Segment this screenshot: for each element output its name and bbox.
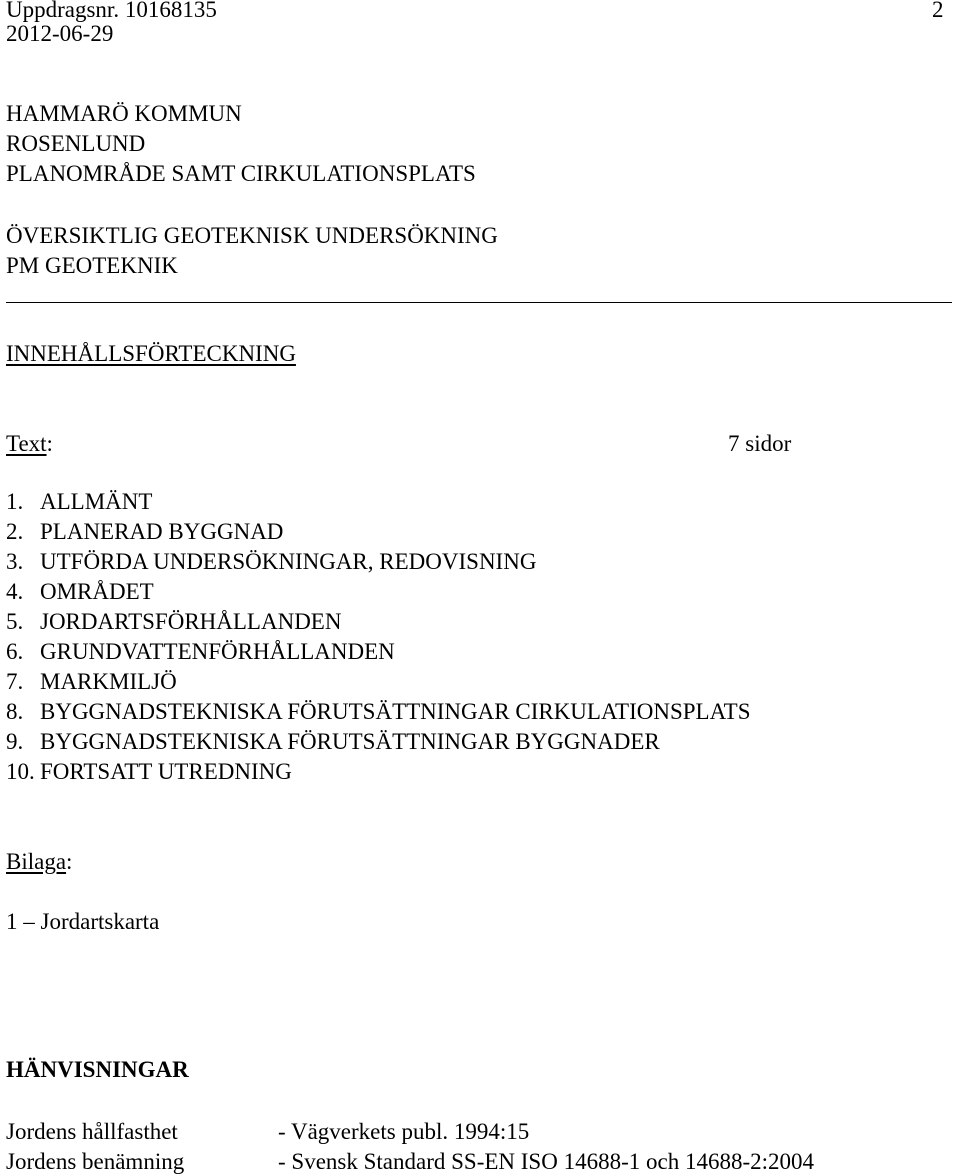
toc-item-number: 1. — [6, 489, 24, 514]
toc-item — [6, 610, 341, 633]
place-title: ROSENLUND — [6, 131, 146, 156]
horizontal-rule — [6, 302, 952, 303]
toc-item-label: BYGGNADSTEKNISKA FÖRUTSÄTTNINGAR BYGGNADER — [40, 729, 660, 754]
toc-item-label: BYGGNADSTEKNISKA FÖRUTSÄTTNINGAR CIRKULATIONSPLATS — [40, 699, 751, 724]
municipality-title: HAMMARÖ KOMMUN — [6, 101, 242, 126]
toc-item-label: OMRÅDET — [40, 579, 154, 604]
toc-item-label: PLANERAD BYGGNAD — [40, 519, 284, 544]
appendix-label-row — [6, 850, 72, 873]
doc-type-title: PM GEOTEKNIK — [6, 253, 178, 278]
toc-item-label: ALLMÄNT — [40, 489, 153, 514]
appendix-label: Bilaga — [6, 849, 67, 874]
toc-item — [6, 520, 283, 543]
toc-item-number: 4. — [6, 579, 24, 604]
toc-item-label: FORTSATT UTREDNING — [40, 759, 292, 784]
toc-item — [6, 640, 395, 663]
toc-item — [6, 730, 660, 753]
toc-heading: INNEHÅLLSFÖRTECKNING — [6, 341, 296, 366]
reference-source: - Vägverkets publ. 1994:15 — [278, 1119, 530, 1144]
toc-item — [6, 580, 154, 603]
toc-item-label: JORDARTSFÖRHÅLLANDEN — [40, 609, 342, 634]
text-label-colon: : — [46, 431, 53, 456]
toc-item — [6, 490, 152, 513]
area-title: PLANOMRÅDE SAMT CIRKULATIONSPLATS — [6, 161, 476, 186]
text-label: Text — [6, 431, 47, 456]
text-page-count: 7 sidor — [728, 431, 792, 456]
toc-item-number: 8. — [6, 699, 24, 724]
toc-item-label: MARKMILJÖ — [40, 669, 177, 694]
toc-item — [6, 700, 750, 723]
page-number: 2 — [932, 0, 944, 22]
order-number: Uppdragsnr. 10168135 — [6, 0, 217, 22]
toc-item-label: GRUNDVATTENFÖRHÅLLANDEN — [40, 639, 395, 664]
toc-item-number: 3. — [6, 549, 24, 574]
survey-title: ÖVERSIKTLIG GEOTEKNISK UNDERSÖKNING — [6, 223, 498, 248]
toc-item-number: 6. — [6, 639, 24, 664]
reference-name: Jordens benämning — [6, 1149, 185, 1174]
appendix-item: 1 – Jordartskarta — [6, 909, 160, 934]
text-label-row — [6, 432, 53, 455]
toc-item — [6, 550, 536, 573]
toc-item-number: 9. — [6, 729, 24, 754]
toc-item-number: 2. — [6, 519, 24, 544]
reference-source: - Svensk Standard SS-EN ISO 14688-1 och 14688-2:2004 — [278, 1149, 814, 1174]
toc-item — [6, 670, 177, 693]
document-date: 2012-06-29 — [6, 21, 114, 46]
toc-item-number: 7. — [6, 669, 24, 694]
appendix-label-colon: : — [66, 849, 73, 874]
toc-item-number: 5. — [6, 609, 24, 634]
references-heading: HÄNVISNINGAR — [6, 1057, 189, 1082]
toc-item — [6, 760, 292, 783]
reference-name: Jordens hållfasthet — [6, 1119, 178, 1144]
toc-item-label: UTFÖRDA UNDERSÖKNINGAR, REDOVISNING — [40, 549, 537, 574]
toc-item-number: 10. — [6, 759, 35, 784]
